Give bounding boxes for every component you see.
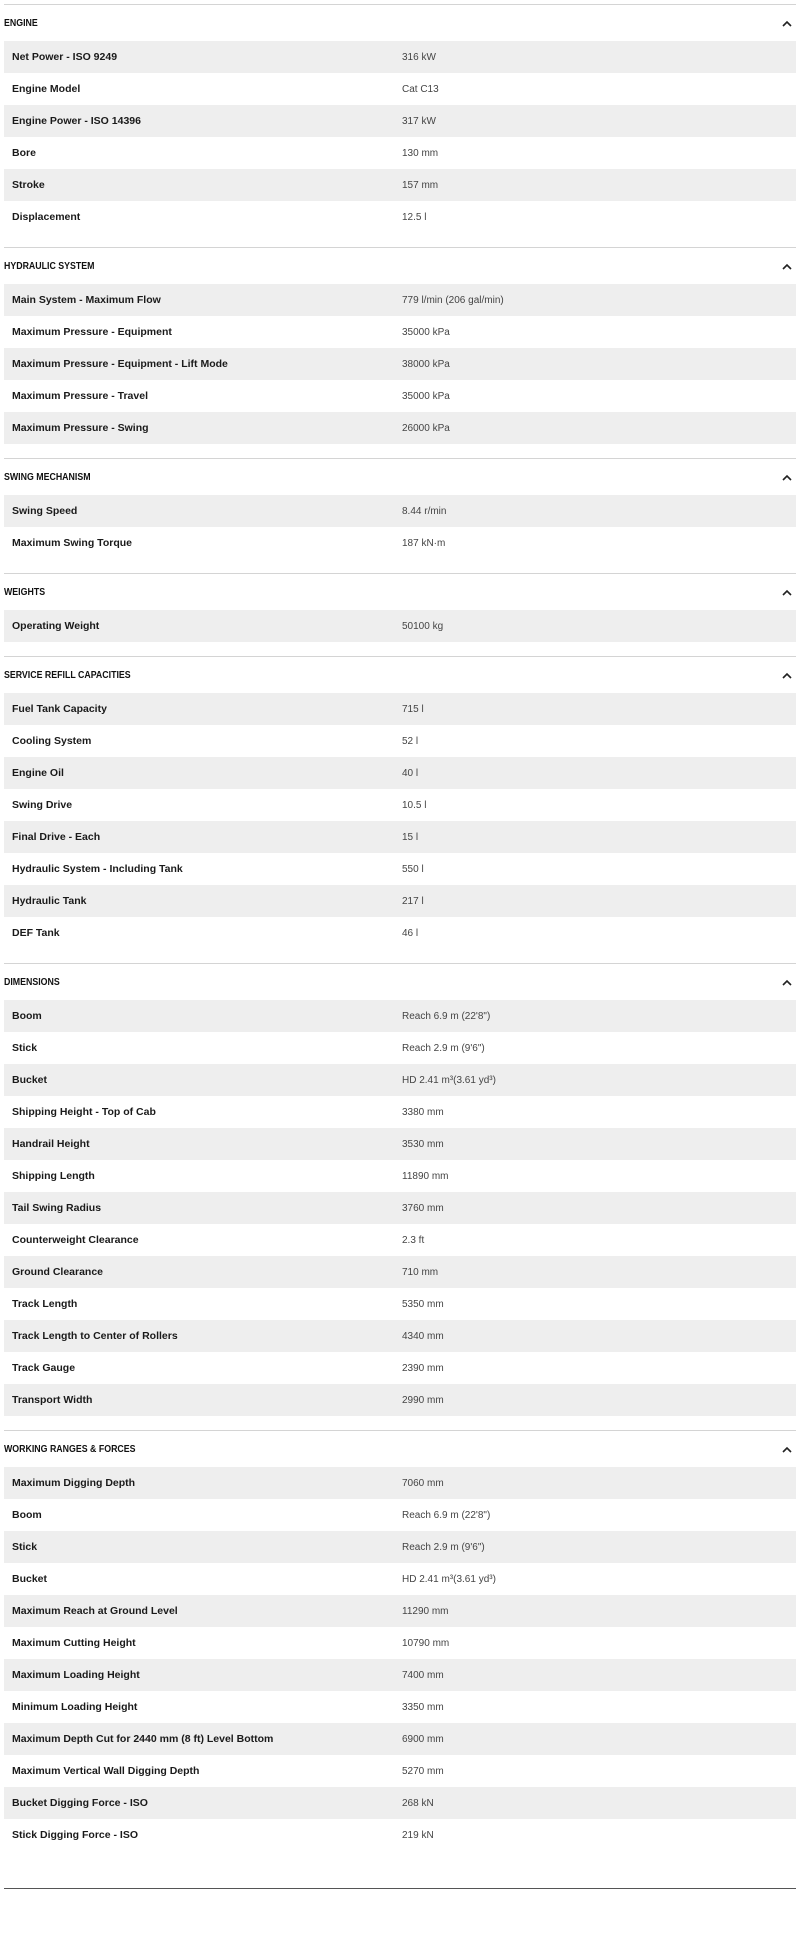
chevron-up-icon[interactable] — [780, 1442, 794, 1456]
spec-value: 15 l — [402, 831, 419, 843]
spec-label: Swing Drive — [12, 799, 73, 811]
spec-row — [4, 105, 796, 137]
spec-label: Engine Power - ISO 14396 — [12, 115, 141, 127]
spec-value: 3350 mm — [402, 1701, 444, 1713]
spec-value: 715 l — [402, 703, 424, 715]
spec-value: 2390 mm — [402, 1362, 444, 1374]
spec-label: Operating Weight — [12, 620, 100, 632]
spec-value: 35000 kPa — [402, 390, 450, 402]
spec-label: Track Gauge — [12, 1362, 76, 1374]
spec-row — [4, 169, 796, 201]
spec-rows — [4, 1467, 796, 1865]
spec-label: Hydraulic Tank — [12, 895, 87, 907]
spec-label: Hydraulic System - Including Tank — [12, 863, 183, 875]
spec-value: 8.44 r/min — [402, 505, 447, 517]
spec-label: Main System - Maximum Flow — [12, 294, 161, 306]
spec-value: 316 kW — [402, 51, 436, 63]
spec-row — [4, 1000, 796, 1032]
spec-label: Stick Digging Force - ISO — [12, 1829, 139, 1841]
spec-row — [4, 1224, 796, 1256]
spec-row — [4, 495, 796, 527]
spec-row — [4, 527, 796, 559]
spec-value: 10.5 l — [402, 799, 427, 811]
spec-value: 3530 mm — [402, 1138, 444, 1150]
section-title: SWING MECHANISM — [4, 471, 91, 483]
spec-rows — [4, 693, 796, 963]
spec-label: Maximum Pressure - Swing — [12, 422, 149, 434]
spec-value: 2990 mm — [402, 1394, 444, 1406]
spec-row — [4, 1691, 796, 1723]
spec-value: 50100 kg — [402, 620, 444, 632]
section-header-weights[interactable] — [4, 574, 796, 610]
section-dimensions — [4, 963, 796, 1430]
section-header-service-refill-capacities[interactable] — [4, 657, 796, 693]
spec-value: 217 l — [402, 895, 424, 907]
spec-row — [4, 201, 796, 233]
spec-value: Cat C13 — [402, 83, 439, 95]
spec-row — [4, 1723, 796, 1755]
specifications-accordion — [4, 4, 796, 1865]
spec-row — [4, 917, 796, 949]
spec-label: Stick — [12, 1042, 38, 1054]
spec-row — [4, 1467, 796, 1499]
spec-row — [4, 1499, 796, 1531]
spec-value: 11890 mm — [402, 1170, 449, 1182]
spec-value: 26000 kPa — [402, 422, 450, 434]
spec-value: 12.5 l — [402, 211, 427, 223]
spec-value: 7400 mm — [402, 1669, 444, 1681]
section-title: WEIGHTS — [4, 586, 46, 598]
spec-row — [4, 821, 796, 853]
spec-label: Boom — [12, 1010, 42, 1022]
chevron-up-icon[interactable] — [780, 259, 794, 273]
spec-label: Maximum Cutting Height — [12, 1637, 136, 1649]
spec-row — [4, 1320, 796, 1352]
spec-label: Maximum Pressure - Travel — [12, 390, 148, 402]
spec-row — [4, 316, 796, 348]
spec-label: Bucket Digging Force - ISO — [12, 1797, 148, 1809]
section-title: SERVICE REFILL CAPACITIES — [4, 669, 131, 681]
spec-rows — [4, 41, 796, 247]
spec-label: Bucket — [12, 1074, 48, 1086]
spec-label: Engine Model — [12, 83, 81, 95]
spec-row — [4, 1659, 796, 1691]
section-header-working-ranges-forces[interactable] — [4, 1431, 796, 1467]
spec-row — [4, 1256, 796, 1288]
spec-label: Tail Swing Radius — [12, 1202, 102, 1214]
spec-row — [4, 885, 796, 917]
spec-value: Reach 6.9 m (22'8") — [402, 1010, 491, 1022]
spec-row — [4, 284, 796, 316]
section-header-dimensions[interactable] — [4, 964, 796, 1000]
spec-label: Fuel Tank Capacity — [12, 703, 107, 715]
chevron-up-icon[interactable] — [780, 668, 794, 682]
spec-label: Bore — [12, 147, 36, 159]
spec-row — [4, 1064, 796, 1096]
spec-value: 7060 mm — [402, 1477, 444, 1489]
spec-rows — [4, 495, 796, 573]
spec-label: Track Length — [12, 1298, 78, 1310]
spec-label: Bucket — [12, 1573, 48, 1585]
spec-label: Maximum Reach at Ground Level — [12, 1605, 178, 1617]
spec-value: 11290 mm — [402, 1605, 449, 1617]
spec-label: Stroke — [12, 179, 45, 191]
spec-value: 2.3 ft — [402, 1234, 425, 1246]
spec-label: Minimum Loading Height — [12, 1701, 138, 1713]
spec-value: 5350 mm — [402, 1298, 444, 1310]
spec-row — [4, 137, 796, 169]
spec-row — [4, 1128, 796, 1160]
spec-label: Maximum Pressure - Equipment - Lift Mode — [12, 358, 228, 370]
spec-row — [4, 1563, 796, 1595]
spec-label: Displacement — [12, 211, 81, 223]
spec-rows — [4, 284, 796, 458]
spec-label: Maximum Depth Cut for 2440 mm (8 ft) Level Bottom — [12, 1733, 274, 1745]
spec-value: 35000 kPa — [402, 326, 450, 338]
spec-label: Handrail Height — [12, 1138, 90, 1150]
spec-row — [4, 1627, 796, 1659]
section-engine — [4, 4, 796, 247]
spec-rows — [4, 1000, 796, 1430]
chevron-up-icon[interactable] — [780, 470, 794, 484]
spec-row — [4, 1787, 796, 1819]
spec-row — [4, 1160, 796, 1192]
section-title: WORKING RANGES & FORCES — [4, 1443, 136, 1455]
spec-row — [4, 380, 796, 412]
spec-value: 317 kW — [402, 115, 436, 127]
spec-value: HD 2.41 m³(3.61 yd³) — [402, 1074, 496, 1086]
spec-value: 40 l — [402, 767, 419, 779]
spec-label: Net Power - ISO 9249 — [12, 51, 118, 63]
section-weights — [4, 573, 796, 656]
spec-value: 38000 kPa — [402, 358, 450, 370]
spec-value: Reach 6.9 m (22'8") — [402, 1509, 491, 1521]
spec-row — [4, 73, 796, 105]
spec-row — [4, 41, 796, 73]
spec-label: Cooling System — [12, 735, 92, 747]
spec-label: Transport Width — [12, 1394, 93, 1406]
spec-label: Maximum Loading Height — [12, 1669, 140, 1681]
section-header-swing-mechanism[interactable] — [4, 459, 796, 495]
spec-label: Stick — [12, 1541, 38, 1553]
spec-value: 130 mm — [402, 147, 439, 159]
spec-row — [4, 1755, 796, 1787]
spec-value: 268 kN — [402, 1797, 434, 1809]
spec-value: 52 l — [402, 735, 419, 747]
spec-row — [4, 789, 796, 821]
spec-value: Reach 2.9 m (9'6") — [402, 1042, 485, 1054]
spec-value: 710 mm — [402, 1266, 439, 1278]
section-header-hydraulic-system[interactable] — [4, 248, 796, 284]
spec-value: 187 kN·m — [402, 537, 446, 549]
spec-row — [4, 1288, 796, 1320]
spec-row — [4, 1384, 796, 1416]
spec-row — [4, 348, 796, 380]
chevron-up-icon[interactable] — [780, 585, 794, 599]
spec-label: Final Drive - Each — [12, 831, 101, 843]
spec-label: Track Length to Center of Rollers — [12, 1330, 178, 1342]
spec-row — [4, 1819, 796, 1851]
spec-label: Maximum Pressure - Equipment — [12, 326, 172, 338]
spec-row — [4, 1096, 796, 1128]
spec-rows — [4, 610, 796, 656]
spec-value: 10790 mm — [402, 1637, 450, 1649]
spec-label: Maximum Swing Torque — [12, 537, 132, 549]
section-swing-mechanism — [4, 458, 796, 573]
spec-row — [4, 1531, 796, 1563]
spec-row — [4, 1192, 796, 1224]
spec-value: HD 2.41 m³(3.61 yd³) — [402, 1573, 496, 1585]
spec-row — [4, 1595, 796, 1627]
spec-label: Maximum Vertical Wall Digging Depth — [12, 1765, 200, 1777]
section-title: DIMENSIONS — [4, 976, 60, 988]
spec-row — [4, 725, 796, 757]
spec-value: 3760 mm — [402, 1202, 444, 1214]
spec-label: Shipping Length — [12, 1170, 95, 1182]
spec-row — [4, 853, 796, 885]
spec-value: 5270 mm — [402, 1765, 444, 1777]
spec-label: Engine Oil — [12, 767, 64, 779]
spec-value: 4340 mm — [402, 1330, 444, 1342]
section-title: HYDRAULIC SYSTEM — [4, 260, 95, 272]
section-service-refill-capacities — [4, 656, 796, 963]
spec-value: Reach 2.9 m (9'6") — [402, 1541, 485, 1553]
spec-row — [4, 412, 796, 444]
spec-row — [4, 1032, 796, 1064]
chevron-up-icon[interactable] — [780, 16, 794, 30]
spec-label: Maximum Digging Depth — [12, 1477, 136, 1489]
spec-row — [4, 757, 796, 789]
spec-value: 550 l — [402, 863, 424, 875]
spec-value: 779 l/min (206 gal/min) — [402, 294, 504, 306]
spec-value: 6900 mm — [402, 1733, 444, 1745]
section-title: ENGINE — [4, 17, 38, 29]
section-working-ranges-forces — [4, 1430, 796, 1865]
spec-value: 219 kN — [402, 1829, 434, 1841]
spec-value: 46 l — [402, 927, 419, 939]
spec-value: 3380 mm — [402, 1106, 444, 1118]
spec-label: Ground Clearance — [12, 1266, 104, 1278]
spec-label: Shipping Height - Top of Cab — [12, 1106, 156, 1118]
chevron-up-icon[interactable] — [780, 975, 794, 989]
section-header-engine[interactable] — [4, 5, 796, 41]
bottom-divider — [4, 1888, 796, 1889]
spec-row — [4, 1352, 796, 1384]
spec-row — [4, 610, 796, 642]
spec-label: Swing Speed — [12, 505, 78, 517]
spec-label: Counterweight Clearance — [12, 1234, 139, 1246]
spec-row — [4, 693, 796, 725]
section-hydraulic-system — [4, 247, 796, 458]
spec-value: 157 mm — [402, 179, 439, 191]
spec-label: Boom — [12, 1509, 42, 1521]
spec-label: DEF Tank — [12, 927, 60, 939]
